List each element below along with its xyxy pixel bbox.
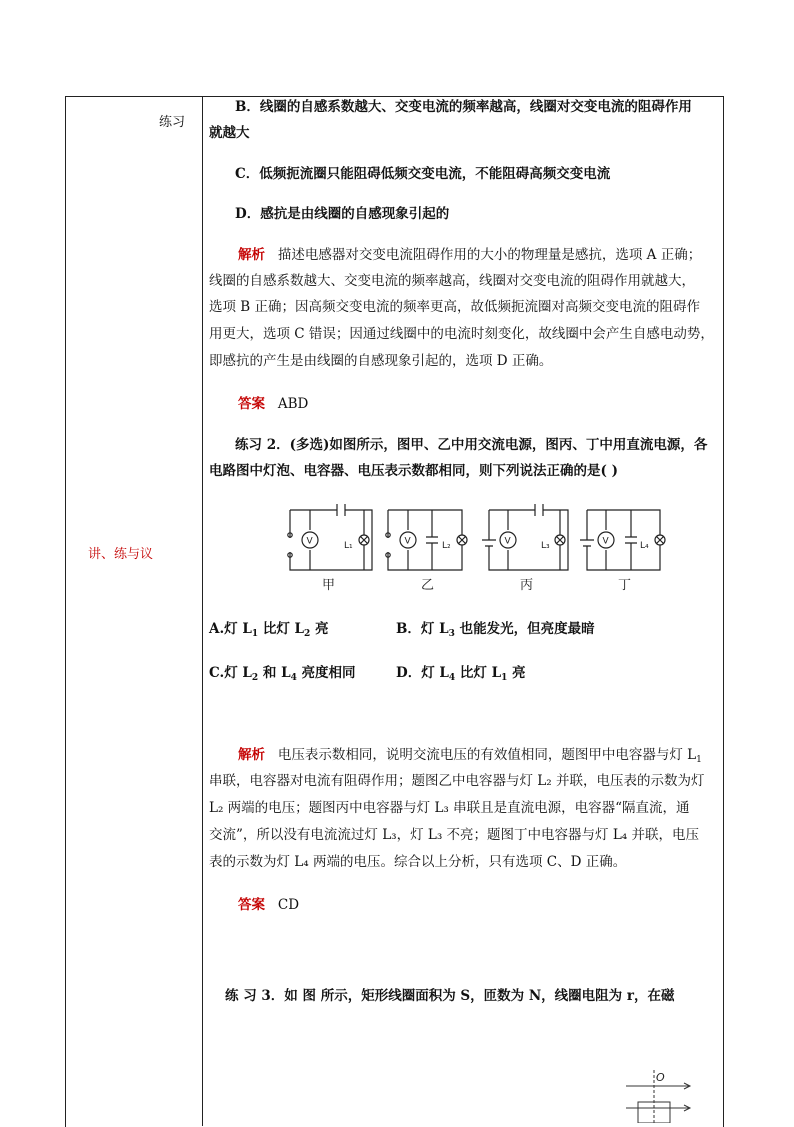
circuit-diagrams bbox=[282, 500, 672, 600]
q2-analysis-line4: 交流”，所以没有电流流过灯 L₃，灯 L₃ 不亮；题图丁中电容器与灯 L₄ 并联，电压 bbox=[209, 827, 699, 843]
q3-stem-line1: 练 习 3．如 图 所示，矩形线圈面积为 S，匝数为 N，线圈电阻为 r，在磁 bbox=[225, 988, 675, 1004]
q1-analysis-line3: 选项 B 正确；因高频交变电流的频率更高，故低频扼流圈对高频交变电流的阻碍作 bbox=[209, 299, 701, 315]
q2-option-b: B．灯 $L_3$ 也能发光，但亮度最暗 bbox=[396, 621, 595, 639]
analysis-label: 解析 bbox=[238, 747, 265, 763]
q2-analysis-line1: 解析 电压表示数相同，说明交流电压的有效值相同，题图甲中电容器与灯 $L_1$ bbox=[238, 747, 702, 765]
q2-answer bbox=[238, 895, 299, 915]
q2-option-d: D．灯 $L_4$ 比灯 $L_1$ 亮 bbox=[396, 665, 526, 683]
q2-option-c: C.灯 $L_2$ 和 $L_4$ 亮度相同 bbox=[209, 665, 356, 683]
analysis-text: 描述电感器对交变电流阻碍作用的大小的物理量是感抗，选项 A 正确； bbox=[277, 247, 702, 263]
lamp-label: L₄ bbox=[640, 541, 649, 551]
figure-label-yi: 乙 bbox=[421, 578, 435, 593]
row-label-practice: 练习 bbox=[159, 115, 186, 130]
figure-label-jia: 甲 bbox=[322, 578, 336, 593]
figure-label-ding: 丁 bbox=[618, 578, 632, 593]
answer-value: ABD bbox=[277, 396, 309, 412]
circuit-ding bbox=[580, 510, 665, 570]
q1-analysis-line4: 用更大，选项 C 错误；因通过线圈中的电流时刻变化，故线圈中会产生自感电动势， bbox=[209, 326, 714, 342]
q1-option-b-line1: B．线圈的自感系数越大、交变电流的频率越高，线圈对交变电流的阻碍作用 bbox=[235, 99, 692, 115]
voltmeter-label: V bbox=[504, 536, 511, 547]
answer-label: 答案 bbox=[238, 897, 265, 913]
row-label-lecture: 讲、练与议 bbox=[88, 547, 154, 562]
circuit-jia bbox=[288, 504, 372, 570]
q2-option-a: A.灯 $L_1$ 比灯 $L_2$ 亮 bbox=[209, 621, 329, 639]
figure-label-bing: 丙 bbox=[520, 578, 534, 593]
q1-analysis-line1 bbox=[238, 245, 701, 265]
q2-analysis-line5: 表的示数为灯 L₄ 两端的电压。综合以上分析，只有选项 C、D 正确。 bbox=[209, 854, 627, 870]
voltmeter-label: V bbox=[306, 536, 313, 547]
coil-figure bbox=[618, 1068, 702, 1123]
q1-option-d: D．感抗是由线圈的自感现象引起的 bbox=[235, 206, 450, 222]
circuit-yi bbox=[386, 510, 467, 570]
axis-label-o: O bbox=[656, 1071, 665, 1084]
lamp-label: L₂ bbox=[442, 541, 451, 551]
q2-analysis-line3: L₂ 两端的电压；题图丙中电容器与灯 L₃ 串联且是直流电源，电容器“隔直流，通 bbox=[209, 800, 690, 816]
q1-answer bbox=[238, 394, 308, 414]
q2-stem-line1: 练习 2．(多选)如图所示，图甲、乙中用交流电源，图丙、丁中用直流电源，各 bbox=[235, 437, 708, 453]
answer-label: 答案 bbox=[238, 396, 265, 412]
q2-analysis-line2: 串联，电容器对电流有阻碍作用；题图乙中电容器与灯 L₂ 并联，电压表的示数为灯 bbox=[209, 773, 705, 789]
voltmeter-label: V bbox=[602, 536, 609, 547]
q1-option-b-line2: 就越大 bbox=[209, 125, 250, 141]
voltmeter-label: V bbox=[404, 536, 411, 547]
lamp-label: L₃ bbox=[541, 541, 550, 551]
circuit-bing bbox=[482, 504, 568, 570]
answer-value: CD bbox=[277, 897, 300, 913]
lamp-label: L₁ bbox=[344, 541, 353, 551]
q2-stem-line2: 电路图中灯泡、电容器、电压表示数都相同，则下列说法正确的是( ) bbox=[209, 463, 618, 479]
q1-option-c: C．低频扼流圈只能阻碍低频交变电流，不能阻碍高频交变电流 bbox=[235, 166, 611, 182]
analysis-label: 解析 bbox=[238, 247, 265, 263]
q1-analysis-line5: 即感抗的产生是由线圈的自感现象引起的，选项 D 正确。 bbox=[209, 353, 553, 369]
column-divider bbox=[202, 96, 203, 1126]
q1-analysis-line2: 线圈的自感系数越大、交变电流的频率越高，线圈对交变电流的阻碍作用就越大， bbox=[209, 273, 695, 289]
